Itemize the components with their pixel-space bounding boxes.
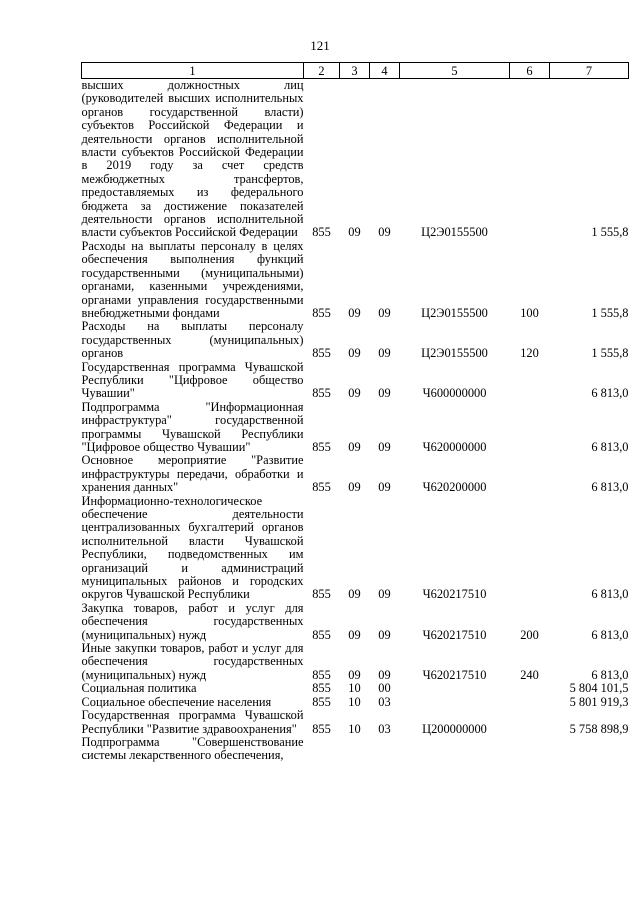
admin-code-cell: 855 — [312, 439, 331, 454]
amount-cell: 6 813,0 — [591, 480, 629, 495]
section-cell: 09 — [348, 305, 361, 320]
subsection-cell — [370, 736, 400, 763]
admin-code-cell: 855 — [312, 225, 331, 240]
subsection-cell: 09 — [378, 386, 391, 401]
target-article-cell: Ч600000000 — [422, 386, 487, 401]
subsection-cell: 09 — [378, 346, 391, 361]
table-row — [82, 240, 629, 320]
expense-type-cell — [510, 682, 550, 695]
column-header: 1 — [82, 63, 304, 79]
row-name-cell: Государственная программа Чувашской Республики "Развитие здравоохранения" — [81, 708, 304, 736]
row-name-cell: Закупка товаров, работ и услуг для обеспечения государственных (муниципальных) нужд — [81, 600, 304, 642]
section-cell: 10 — [348, 694, 361, 709]
table-row — [82, 642, 629, 682]
target-article-cell — [400, 736, 510, 763]
table-row — [82, 495, 629, 602]
table-row — [82, 736, 629, 763]
amount-cell: 5 758 898,9 — [569, 721, 629, 736]
expense-type-cell — [510, 495, 550, 602]
subsection-cell: 09 — [378, 225, 391, 240]
row-name-cell: Социальная политика — [81, 681, 197, 696]
expense-type-cell: 200 — [520, 627, 539, 642]
admin-code-cell: 855 — [312, 667, 331, 682]
row-name-cell: Государственная программа Чувашской Республики "Цифровое общество Чувашии" — [81, 359, 304, 401]
table-row — [82, 454, 629, 494]
expense-type-cell — [510, 696, 550, 709]
section-cell: 10 — [348, 721, 361, 736]
expense-type-cell — [510, 79, 550, 240]
page-number: 121 — [310, 38, 330, 53]
amount-cell: 1 555,8 — [591, 225, 629, 240]
amount-cell: 6 813,0 — [591, 627, 629, 642]
column-header: 2 — [304, 63, 340, 79]
admin-code-cell: 855 — [312, 627, 331, 642]
table-body — [82, 79, 629, 763]
amount-cell — [550, 736, 629, 763]
row-name-cell: Подпрограмма "Информационная инфраструктура" государственной программы Чувашской Республики "Цифровое общество Чувашии" — [81, 399, 304, 454]
section-cell: 09 — [348, 667, 361, 682]
subsection-cell: 03 — [378, 694, 391, 709]
budget-table — [81, 62, 629, 763]
section-cell: 09 — [348, 346, 361, 361]
row-name-cell: Расходы на выплаты персоналу в целях обеспечения выполнения функций государственными (муниципальными) органами, казенными учреждениями, органами управления государственными внебюджетными фондами — [81, 238, 304, 320]
subsection-cell: 09 — [378, 480, 391, 495]
table-row — [82, 602, 629, 642]
expense-type-cell: 100 — [520, 305, 539, 320]
expense-type-cell: 120 — [520, 346, 539, 361]
section-cell: 09 — [348, 439, 361, 454]
admin-code-cell: 855 — [312, 694, 331, 709]
section-cell: 09 — [348, 480, 361, 495]
admin-code-cell: 855 — [312, 346, 331, 361]
target-article-cell: Ц200000000 — [422, 721, 487, 736]
target-article-cell: Ч620200000 — [422, 480, 487, 495]
expense-type-cell — [510, 361, 550, 401]
table-row — [82, 709, 629, 736]
row-name-cell: высших должностных лиц (руководителей высших исполнительных органов государственной власти) субъектов Российской Федерации и деятельности органов исполнительной власти субъектов Российской Федерации в 2019 году за счет средств межбюджетных трансфертов, предоставляемых из федерального бюджета за достижение показателей деятельности органов исполнительной власти субъектов Российской Федерации — [81, 78, 304, 240]
subsection-cell: 00 — [378, 681, 391, 696]
section-cell: 09 — [348, 225, 361, 240]
amount-cell: 6 813,0 — [591, 587, 629, 602]
row-name-cell: Подпрограмма "Совершенствование системы лекарственного обеспечения, — [81, 734, 304, 763]
expense-type-cell — [510, 709, 550, 736]
subsection-cell: 09 — [378, 587, 391, 602]
table-row — [82, 320, 629, 360]
target-article-cell — [400, 682, 510, 695]
section-cell: 10 — [348, 681, 361, 696]
target-article-cell: Ц2Э0155500 — [421, 225, 488, 240]
subsection-cell: 09 — [378, 439, 391, 454]
amount-cell: 6 813,0 — [591, 439, 629, 454]
expense-type-cell — [510, 401, 550, 455]
amount-cell: 5 804 101,5 — [569, 681, 629, 696]
expense-type-cell — [510, 454, 550, 494]
table-row — [82, 682, 629, 695]
admin-code-cell: 855 — [312, 480, 331, 495]
target-article-cell — [400, 696, 510, 709]
column-header: 7 — [550, 63, 629, 79]
target-article-cell: Ч620217510 — [422, 587, 487, 602]
row-name-cell: Иные закупки товаров, работ и услуг для обеспечения государственных (муниципальных) нужд — [81, 641, 304, 682]
target-article-cell: Ц2Э0155500 — [421, 346, 488, 361]
subsection-cell: 09 — [378, 627, 391, 642]
section-cell: 09 — [348, 627, 361, 642]
admin-code-cell — [304, 736, 340, 763]
admin-code-cell: 855 — [312, 721, 331, 736]
admin-code-cell: 855 — [312, 587, 331, 602]
column-header: 4 — [370, 63, 400, 79]
row-name-cell: Информационно-технологическое обеспечение деятельности централизованных бухгалтерий органов исполнительной власти Чувашской Республики, подведомственных им организаций и администраций муниципальных районов и городских округов Чувашской Республики — [81, 493, 304, 602]
amount-cell: 6 813,0 — [591, 386, 629, 401]
column-header: 3 — [340, 63, 370, 79]
subsection-cell: 03 — [378, 721, 391, 736]
expense-type-cell: 240 — [520, 667, 539, 682]
column-header: 6 — [510, 63, 550, 79]
section-cell: 09 — [348, 587, 361, 602]
row-name-cell: Расходы на выплаты персоналу государственных (муниципальных) органов — [81, 319, 304, 361]
admin-code-cell: 855 — [312, 386, 331, 401]
subsection-cell: 09 — [378, 667, 391, 682]
row-name-cell: Социальное обеспечение населения — [81, 694, 272, 709]
subsection-cell: 09 — [378, 305, 391, 320]
section-cell — [340, 736, 370, 763]
column-header: 5 — [400, 63, 510, 79]
amount-cell: 1 555,8 — [591, 305, 629, 320]
table-row — [82, 696, 629, 709]
admin-code-cell: 855 — [312, 681, 331, 696]
amount-cell: 1 555,8 — [591, 346, 629, 361]
section-cell: 09 — [348, 386, 361, 401]
target-article-cell: Ч620217510 — [422, 627, 487, 642]
target-article-cell: Ч620217510 — [422, 667, 487, 682]
row-name-cell: Основное мероприятие "Развитие инфраструктуры передачи, обработки и хранения данных" — [81, 453, 304, 495]
target-article-cell: Ч620000000 — [422, 439, 487, 454]
admin-code-cell: 855 — [312, 305, 331, 320]
table-row — [82, 361, 629, 401]
table-row — [82, 79, 629, 240]
amount-cell: 5 801 919,3 — [569, 694, 629, 709]
expense-type-cell — [510, 736, 550, 763]
table-row — [82, 401, 629, 455]
target-article-cell: Ц2Э0155500 — [421, 305, 488, 320]
amount-cell: 6 813,0 — [591, 667, 629, 682]
table-header-row — [82, 63, 629, 79]
